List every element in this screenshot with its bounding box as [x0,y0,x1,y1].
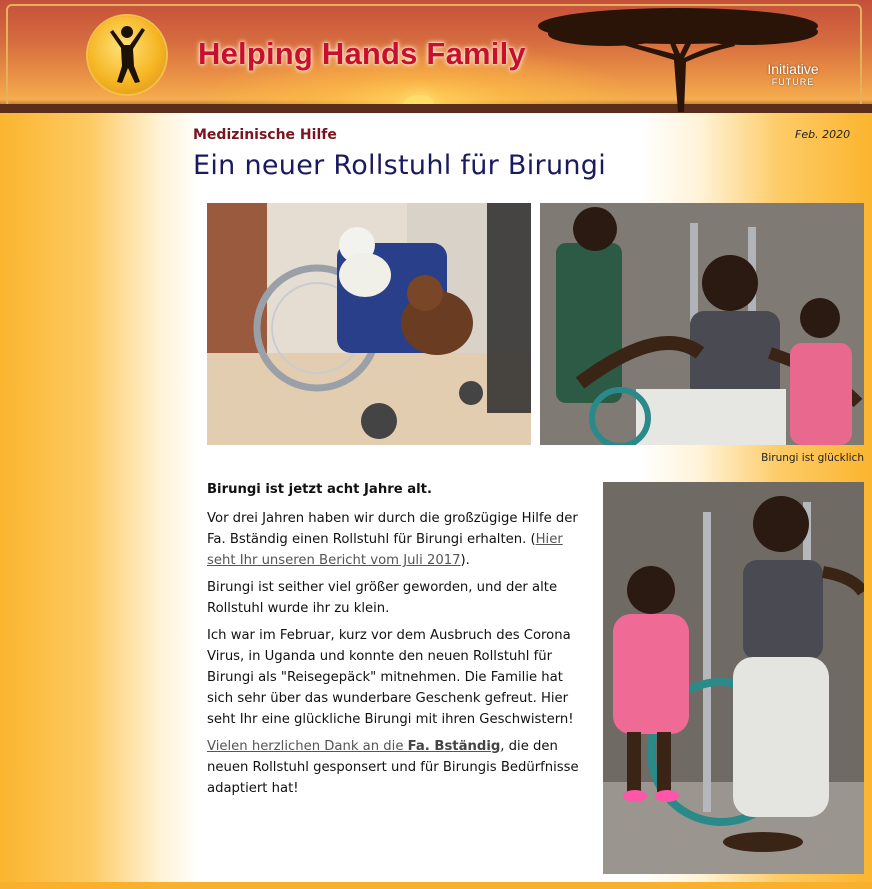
photo-birungi-new-wheelchair [603,482,864,874]
article-date: Feb. 2020 [795,128,851,141]
site-header-banner [0,0,872,113]
paragraph-4-text: , die den neuen Rollstuhl gesponsert und für Birungis Bedürfnisse adaptiert hat! [207,739,579,796]
paragraph-1-end: ). [460,553,470,568]
thanks-link-text: Vielen herzlichen Dank an die [207,739,408,754]
photo-caption: Birungi ist glücklich [761,452,864,464]
photo-birungi-with-siblings [540,203,864,445]
article-paragraph-3: Ich war im Februar, kurz vor dem Ausbruch des Corona Virus, in Uganda und konnte den neuen Rollstuhl für Birungi als "Reisegepäck" mitnehmen. Die Familie hat sich sehr über das wunderbare Geschenk gefreut. Hier seht Ihr eine glückliche Birungi mit ihren Geschwistern! [207,628,574,727]
sponsor-name: Fa. Bständig [407,739,501,754]
report-july-2017-link[interactable]: Hier seht Ihr unseren Bericht vom Juli 2017 [207,532,563,568]
sponsor-thanks-link[interactable] [207,739,500,754]
child-silhouette-icon [88,16,166,94]
page-title: Ein neuer Rollstuhl für Birungi [193,150,607,181]
article-paragraph-2: Birungi ist seither viel größer geworden, und der alte Rollstuhl wurde ihr zu klein. [207,580,558,616]
article-paragraph-1 [207,508,579,571]
bottom-strip [0,882,872,889]
site-logo[interactable] [88,16,166,94]
paragraph-1-text: Vor drei Jahren haben wir durch die großzügige Hilfe der Fa. Bständig einen Rollstuhl für Birungi erhalten. ( [207,511,578,547]
badge-line-2: FUTURE [771,77,815,87]
photo-wheelchair-with-toys [207,203,531,445]
badge-line-1: Initiative [767,61,819,77]
article-category: Medizinische Hilfe [193,127,337,143]
article-paragraph-4 [207,736,579,799]
article-body [207,479,579,805]
brand-title: Helping Hands Family [198,36,526,71]
article-lead: Birungi ist jetzt acht Jahre alt. [207,482,432,497]
initiative-future-badge[interactable] [748,62,838,96]
